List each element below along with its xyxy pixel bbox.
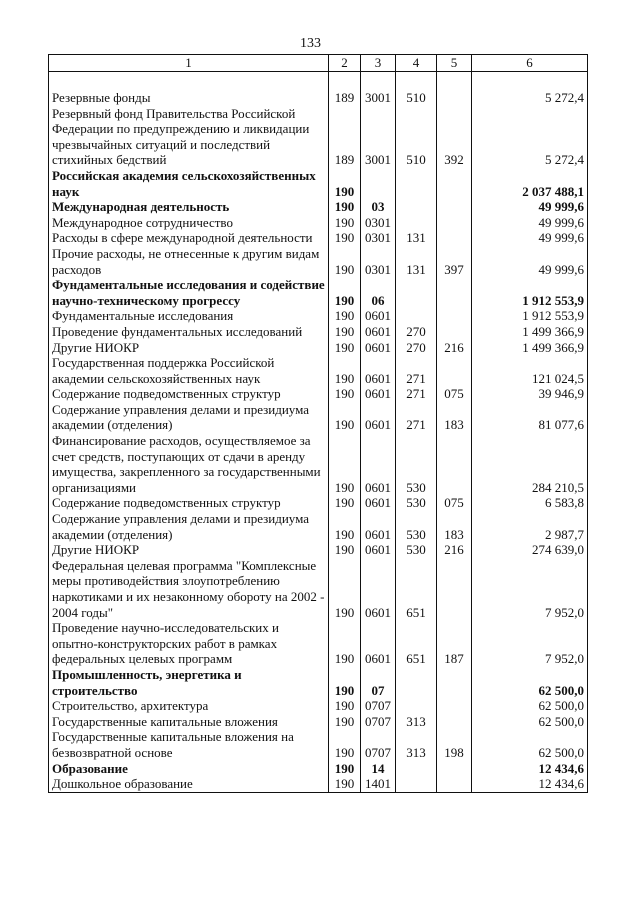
- table-row: [49, 558, 588, 620]
- row-section-code: 0601: [361, 542, 396, 558]
- row-expense-code: 187: [437, 620, 472, 667]
- row-ministry-code: 190: [329, 402, 361, 433]
- table-row: [49, 246, 588, 277]
- row-amount: 62 500,0: [472, 667, 588, 698]
- column-header-2: 2: [329, 55, 361, 72]
- row-ministry-code: 190: [329, 558, 361, 620]
- row-target-code: [396, 761, 437, 777]
- table-body: [49, 72, 588, 793]
- row-amount: 1 499 366,9: [472, 340, 588, 356]
- row-name: Фундаментальные исследования и содействие научно-техническому прогрессу: [49, 277, 329, 308]
- table-row: [49, 761, 588, 777]
- table-row: [49, 106, 588, 168]
- row-amount: 6 583,8: [472, 495, 588, 511]
- row-target-code: [396, 199, 437, 215]
- row-expense-code: 183: [437, 511, 472, 542]
- table-row: [49, 230, 588, 246]
- row-name: Расходы в сфере международной деятельности: [49, 230, 329, 246]
- row-expense-code: [437, 355, 472, 386]
- row-amount: 49 999,6: [472, 199, 588, 215]
- row-section-code: 14: [361, 761, 396, 777]
- row-section-code: 03: [361, 199, 396, 215]
- table-row: [49, 277, 588, 308]
- row-ministry-code: 190: [329, 714, 361, 730]
- row-expense-code: [437, 433, 472, 495]
- row-ministry-code: 190: [329, 324, 361, 340]
- table-row: [49, 620, 588, 667]
- row-expense-code: 075: [437, 495, 472, 511]
- row-amount: 1 499 366,9: [472, 324, 588, 340]
- table-row: [49, 324, 588, 340]
- table-row: [49, 355, 588, 386]
- row-section-code: 06: [361, 277, 396, 308]
- row-amount: 2 037 488,1: [472, 168, 588, 199]
- table-row: [49, 168, 588, 199]
- row-amount: 62 500,0: [472, 714, 588, 730]
- table-row: [49, 667, 588, 698]
- row-expense-code: [437, 714, 472, 730]
- row-name: Государственные капитальные вложения: [49, 714, 329, 730]
- row-name: Содержание подведомственных структур: [49, 495, 329, 511]
- row-ministry-code: 190: [329, 620, 361, 667]
- table-row: [49, 495, 588, 511]
- row-section-code: 0601: [361, 620, 396, 667]
- row-section-code: 0601: [361, 558, 396, 620]
- row-ministry-code: 190: [329, 667, 361, 698]
- row-name: Дошкольное образование: [49, 776, 329, 792]
- row-name: Государственные капитальные вложения на безвозвратной основе: [49, 729, 329, 760]
- row-expense-code: [437, 215, 472, 231]
- row-section-code: 0301: [361, 230, 396, 246]
- row-ministry-code: 190: [329, 168, 361, 199]
- row-amount: 2 987,7: [472, 511, 588, 542]
- row-expense-code: [437, 667, 472, 698]
- row-amount: 1 912 553,9: [472, 277, 588, 308]
- row-expense-code: [437, 168, 472, 199]
- row-section-code: 0601: [361, 386, 396, 402]
- row-amount: 284 210,5: [472, 433, 588, 495]
- row-amount: 1 912 553,9: [472, 308, 588, 324]
- row-name: Образование: [49, 761, 329, 777]
- row-name: Международная деятельность: [49, 199, 329, 215]
- table-row: [49, 433, 588, 495]
- row-expense-code: 216: [437, 340, 472, 356]
- row-expense-code: [437, 90, 472, 106]
- column-header-1: 1: [49, 55, 329, 72]
- budget-table: [48, 54, 588, 793]
- row-name: Другие НИОКР: [49, 542, 329, 558]
- table-row: [49, 402, 588, 433]
- row-section-code: 3001: [361, 106, 396, 168]
- row-name: Прочие расходы, не отнесенные к другим видам расходов: [49, 246, 329, 277]
- row-name: Строительство, архитектура: [49, 698, 329, 714]
- row-name: Финансирование расходов, осуществляемое за счет средств, поступающих от сдачи в аренду имущества, закрепленного за государственными организациями: [49, 433, 329, 495]
- row-amount: 12 434,6: [472, 776, 588, 792]
- row-target-code: 271: [396, 386, 437, 402]
- row-target-code: 530: [396, 511, 437, 542]
- row-name: Содержание управления делами и президиума академии (отделения): [49, 511, 329, 542]
- table-row: [49, 386, 588, 402]
- row-target-code: 651: [396, 620, 437, 667]
- row-name: Международное сотрудничество: [49, 215, 329, 231]
- table-row: [49, 215, 588, 231]
- row-name: Резервный фонд Правительства Российской Федерации по предупреждению и ликвидации чрезвычайных ситуаций и последствий стихийных бедствий: [49, 106, 329, 168]
- row-amount: 62 500,0: [472, 729, 588, 760]
- row-section-code: [361, 168, 396, 199]
- row-amount: 49 999,6: [472, 230, 588, 246]
- table-row: [49, 698, 588, 714]
- row-target-code: 313: [396, 729, 437, 760]
- row-section-code: 0301: [361, 246, 396, 277]
- column-header-6: 6: [472, 55, 588, 72]
- row-section-code: 3001: [361, 90, 396, 106]
- row-ministry-code: 190: [329, 386, 361, 402]
- row-expense-code: [437, 277, 472, 308]
- row-target-code: 131: [396, 230, 437, 246]
- row-name: Содержание управления делами и президиума академии (отделения): [49, 402, 329, 433]
- table-row: [49, 511, 588, 542]
- row-section-code: 0601: [361, 355, 396, 386]
- row-section-code: 0707: [361, 714, 396, 730]
- row-ministry-code: 190: [329, 230, 361, 246]
- row-ministry-code: 190: [329, 433, 361, 495]
- row-section-code: 0301: [361, 215, 396, 231]
- row-amount: 62 500,0: [472, 698, 588, 714]
- row-amount: 12 434,6: [472, 761, 588, 777]
- table-row: [49, 199, 588, 215]
- row-ministry-code: 190: [329, 246, 361, 277]
- table-row: [49, 714, 588, 730]
- row-target-code: 510: [396, 90, 437, 106]
- row-target-code: 271: [396, 355, 437, 386]
- row-name: Государственная поддержка Российской академии сельскохозяйственных наук: [49, 355, 329, 386]
- row-target-code: 651: [396, 558, 437, 620]
- row-ministry-code: 190: [329, 729, 361, 760]
- column-header-3: 3: [361, 55, 396, 72]
- column-header-4: 4: [396, 55, 437, 72]
- row-name: Другие НИОКР: [49, 340, 329, 356]
- row-target-code: 270: [396, 340, 437, 356]
- row-section-code: 0601: [361, 308, 396, 324]
- row-expense-code: 198: [437, 729, 472, 760]
- row-name: Содержание подведомственных структур: [49, 386, 329, 402]
- row-amount: 274 639,0: [472, 542, 588, 558]
- table-row: [49, 729, 588, 760]
- row-ministry-code: 190: [329, 340, 361, 356]
- row-name: Фундаментальные исследования: [49, 308, 329, 324]
- table-row: [49, 308, 588, 324]
- row-amount: 49 999,6: [472, 246, 588, 277]
- row-expense-code: [437, 199, 472, 215]
- row-target-code: [396, 215, 437, 231]
- row-amount: 7 952,0: [472, 620, 588, 667]
- table-row: [49, 542, 588, 558]
- row-ministry-code: 190: [329, 308, 361, 324]
- row-amount: 81 077,6: [472, 402, 588, 433]
- row-target-code: [396, 698, 437, 714]
- row-section-code: 0601: [361, 340, 396, 356]
- row-ministry-code: 189: [329, 90, 361, 106]
- row-ministry-code: 190: [329, 698, 361, 714]
- row-expense-code: [437, 761, 472, 777]
- table-row: [49, 340, 588, 356]
- page-number: 133: [300, 36, 321, 51]
- row-section-code: 0707: [361, 729, 396, 760]
- row-expense-code: [437, 324, 472, 340]
- row-section-code: 0601: [361, 495, 396, 511]
- row-amount: 5 272,4: [472, 90, 588, 106]
- row-expense-code: [437, 230, 472, 246]
- spacer-row: [49, 72, 588, 91]
- row-name: Российская академия сельскохозяйственных наук: [49, 168, 329, 199]
- row-expense-code: 216: [437, 542, 472, 558]
- row-name: Промышленность, энергетика и строительство: [49, 667, 329, 698]
- row-ministry-code: 190: [329, 277, 361, 308]
- table-row: [49, 776, 588, 792]
- row-amount: 39 946,9: [472, 386, 588, 402]
- row-section-code: 0601: [361, 511, 396, 542]
- row-target-code: [396, 168, 437, 199]
- row-expense-code: 075: [437, 386, 472, 402]
- row-target-code: 530: [396, 433, 437, 495]
- row-amount: 49 999,6: [472, 215, 588, 231]
- table-row: [49, 90, 588, 106]
- row-amount: 5 272,4: [472, 106, 588, 168]
- row-ministry-code: 190: [329, 761, 361, 777]
- row-ministry-code: 189: [329, 106, 361, 168]
- row-ministry-code: 190: [329, 542, 361, 558]
- row-name: Проведение фундаментальных исследований: [49, 324, 329, 340]
- row-expense-code: [437, 776, 472, 792]
- row-expense-code: 183: [437, 402, 472, 433]
- row-target-code: 530: [396, 542, 437, 558]
- row-section-code: 0601: [361, 324, 396, 340]
- row-ministry-code: 190: [329, 495, 361, 511]
- row-section-code: 0601: [361, 402, 396, 433]
- row-ministry-code: 190: [329, 511, 361, 542]
- row-target-code: 510: [396, 106, 437, 168]
- row-expense-code: 397: [437, 246, 472, 277]
- row-amount: 121 024,5: [472, 355, 588, 386]
- column-header-5: 5: [437, 55, 472, 72]
- row-ministry-code: 190: [329, 776, 361, 792]
- row-target-code: [396, 776, 437, 792]
- row-section-code: 0601: [361, 433, 396, 495]
- row-name: Резервные фонды: [49, 90, 329, 106]
- row-ministry-code: 190: [329, 355, 361, 386]
- row-section-code: 1401: [361, 776, 396, 792]
- row-section-code: 07: [361, 667, 396, 698]
- row-expense-code: [437, 558, 472, 620]
- row-target-code: 313: [396, 714, 437, 730]
- row-expense-code: [437, 698, 472, 714]
- header-row: [49, 55, 588, 72]
- row-target-code: 271: [396, 402, 437, 433]
- row-target-code: [396, 667, 437, 698]
- row-name: Федеральная целевая программа "Комплексные меры противодействия злоупотреблению наркотиками и их незаконному обороту на 2002 - 2004 годы": [49, 558, 329, 620]
- row-section-code: 0707: [361, 698, 396, 714]
- row-target-code: [396, 277, 437, 308]
- row-target-code: 530: [396, 495, 437, 511]
- row-amount: 7 952,0: [472, 558, 588, 620]
- row-expense-code: [437, 308, 472, 324]
- row-name: Проведение научно-исследовательских и опытно-конструкторских работ в рамках федеральных целевых программ: [49, 620, 329, 667]
- row-expense-code: 392: [437, 106, 472, 168]
- row-ministry-code: 190: [329, 199, 361, 215]
- row-target-code: [396, 308, 437, 324]
- row-ministry-code: 190: [329, 215, 361, 231]
- row-target-code: 131: [396, 246, 437, 277]
- row-target-code: 270: [396, 324, 437, 340]
